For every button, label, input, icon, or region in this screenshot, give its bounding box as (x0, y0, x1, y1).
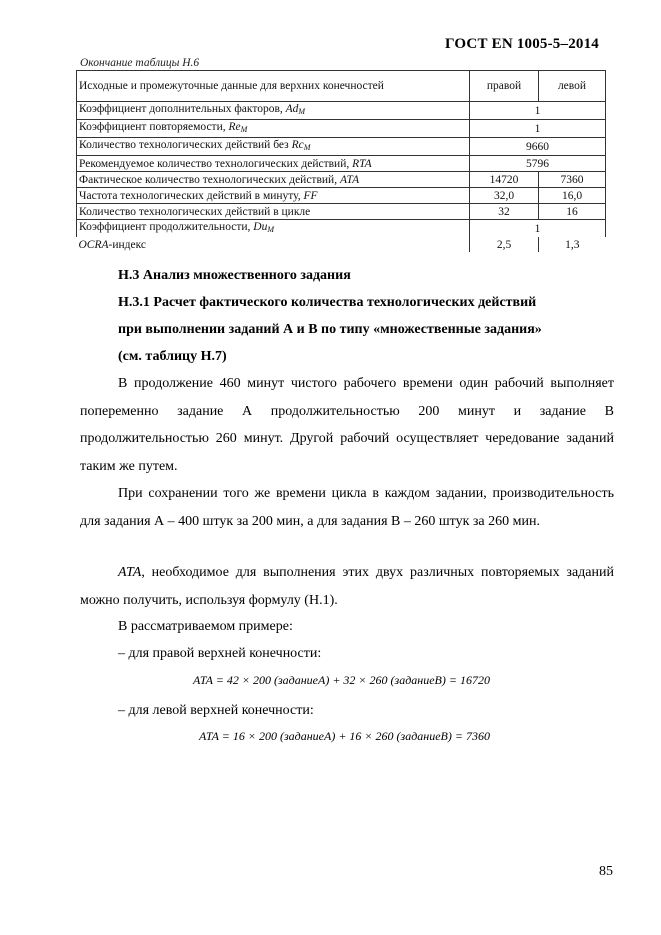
row-value-left: 1,3 (539, 237, 606, 252)
row-value-left: 16,0 (539, 188, 606, 204)
section-heading-h3: Н.3 Анализ множественного задания (118, 268, 351, 283)
paragraph: В продолжение 460 минут чистого рабочего времени один рабочий выполняет попеременно задание А продолжительностью 200 минут и задание В продолжительностью 260 минут. Другой рабочий осуществляет чередование заданий таким же путем. (80, 376, 614, 474)
paragraph: При сохранении того же времени цикла в каждом задании, производительность для задания А – 400 штук за 200 мин, а для задания В – 260 штук за 260 мин. (80, 486, 614, 529)
table-row (77, 237, 606, 252)
table-row (77, 120, 606, 138)
row-label: Частота технологических действий в минуту, FF (77, 188, 470, 204)
subsection-heading-line1: Н.3.1 Расчет фактического количества технологических действий (118, 295, 537, 310)
table-row (77, 138, 606, 156)
header-cell-left: левой (539, 71, 606, 102)
paragraph: ATA, необходимое для выполнения этих двух различных повторяемых заданий можно получить, используя формулу (Н.1). (80, 565, 614, 608)
page-number: 85 (599, 864, 613, 879)
row-value-right: 14720 (470, 172, 539, 188)
subsection-heading-line3: (см. таблицу Н.7) (118, 349, 227, 364)
row-value-right: 32,0 (470, 188, 539, 204)
table-row (77, 220, 606, 238)
formula: ATA = 42 × 200 (заданиеA) + 32 × 260 (заданиеB) = 16720 (193, 673, 490, 687)
table-row (77, 204, 606, 220)
row-label: Рекомендуемое количество технологических действий, RTA (77, 156, 470, 172)
row-value-left: 7360 (539, 172, 606, 188)
row-label: Коэффициент продолжительности, $Du_M$ (77, 220, 470, 238)
table-row (77, 156, 606, 172)
row-value-merged: 1 (470, 220, 606, 238)
standard-header: ГОСТ EN 1005-5–2014 (445, 36, 599, 52)
row-label: Количество технологических действий в цикле (77, 204, 470, 220)
table-row (77, 172, 606, 188)
row-label: Коэффициент дополнительных факторов, $Ad_M$ (77, 102, 470, 120)
paragraph: В рассматриваемом примере: (118, 619, 293, 634)
row-value-left: 16 (539, 204, 606, 220)
table-row (77, 102, 606, 120)
formula: ATA = 16 × 200 (заданиеA) + 16 × 260 (заданиеB) = 7360 (199, 729, 490, 743)
row-value-merged: 9660 (470, 138, 606, 156)
row-value-merged: 1 (470, 102, 606, 120)
row-value-right: 2,5 (470, 237, 539, 252)
row-label: Количество технологических действий без $Rc_M$ (77, 138, 470, 156)
table-caption: Окончание таблицы Н.6 (80, 57, 200, 69)
subsection-heading-line2: при выполнении заданий А и В по типу «множественные задания» (118, 322, 542, 337)
row-value-merged: 5796 (470, 156, 606, 172)
row-label: OCRA-индекс (77, 237, 470, 252)
data-table (76, 70, 606, 252)
row-value-merged: 1 (470, 120, 606, 138)
header-cell-right: правой (470, 71, 539, 102)
header-cell-params: Исходные и промежуточные данные для верхних конечностей (77, 71, 470, 102)
row-value-right: 32 (470, 204, 539, 220)
table-row (77, 188, 606, 204)
table-header-row (77, 71, 606, 102)
row-label: Фактическое количество технологических действий, ATA (77, 172, 470, 188)
list-item: – для левой верхней конечности: (118, 703, 314, 718)
list-item: – для правой верхней конечности: (118, 646, 322, 661)
row-label: Коэффициент повторяемости, $Re_M$ (77, 120, 470, 138)
